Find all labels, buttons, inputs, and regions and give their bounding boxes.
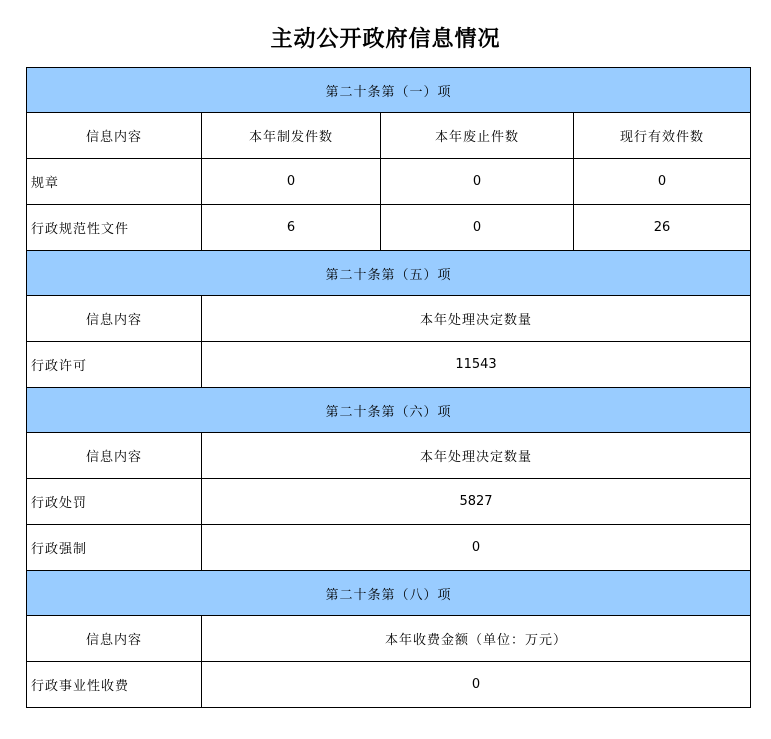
column-header: 本年制发件数 [202, 113, 381, 159]
cell-value: 0 [202, 525, 751, 571]
info-disclosure-table [26, 67, 751, 708]
table-row [27, 342, 751, 388]
row-label: 行政强制 [27, 525, 202, 571]
row-label: 规章 [27, 159, 202, 205]
column-header: 信息内容 [27, 296, 202, 342]
cell-value: 0 [202, 662, 751, 708]
section-header-row [27, 388, 751, 433]
column-header: 本年处理决定数量 [202, 296, 751, 342]
column-header: 信息内容 [27, 616, 202, 662]
cell-valid: 0 [574, 159, 751, 205]
column-header-row [27, 113, 751, 159]
cell-abolished: 0 [381, 205, 574, 251]
page-title: 主动公开政府信息情况 [270, 27, 501, 52]
column-header: 本年收费金额（单位：万元） [202, 616, 751, 662]
cell-value: 5827 [202, 479, 751, 525]
cell-abolished: 0 [381, 159, 574, 205]
table-row [27, 525, 751, 571]
column-header-row [27, 296, 751, 342]
section-title: 第二十条第（八）项 [27, 571, 751, 616]
column-header: 本年废止件数 [381, 113, 574, 159]
table-row [27, 159, 751, 205]
cell-valid: 26 [574, 205, 751, 251]
cell-made: 0 [202, 159, 381, 205]
column-header: 现行有效件数 [574, 113, 751, 159]
column-header: 信息内容 [27, 113, 202, 159]
column-header-row [27, 616, 751, 662]
row-label: 行政事业性收费 [27, 662, 202, 708]
section-title: 第二十条第（六）项 [27, 388, 751, 433]
table-row [27, 479, 751, 525]
column-header-row [27, 433, 751, 479]
column-header: 本年处理决定数量 [202, 433, 751, 479]
column-header: 信息内容 [27, 433, 202, 479]
section-header-row [27, 571, 751, 616]
table-row [27, 205, 751, 251]
row-label: 行政规范性文件 [27, 205, 202, 251]
table-row [27, 662, 751, 708]
cell-value: 11543 [202, 342, 751, 388]
section-header-row [27, 251, 751, 296]
row-label: 行政许可 [27, 342, 202, 388]
section-title: 第二十条第（一）项 [27, 68, 751, 113]
section-header-row [27, 68, 751, 113]
cell-made: 6 [202, 205, 381, 251]
row-label: 行政处罚 [27, 479, 202, 525]
section-title: 第二十条第（五）项 [27, 251, 751, 296]
